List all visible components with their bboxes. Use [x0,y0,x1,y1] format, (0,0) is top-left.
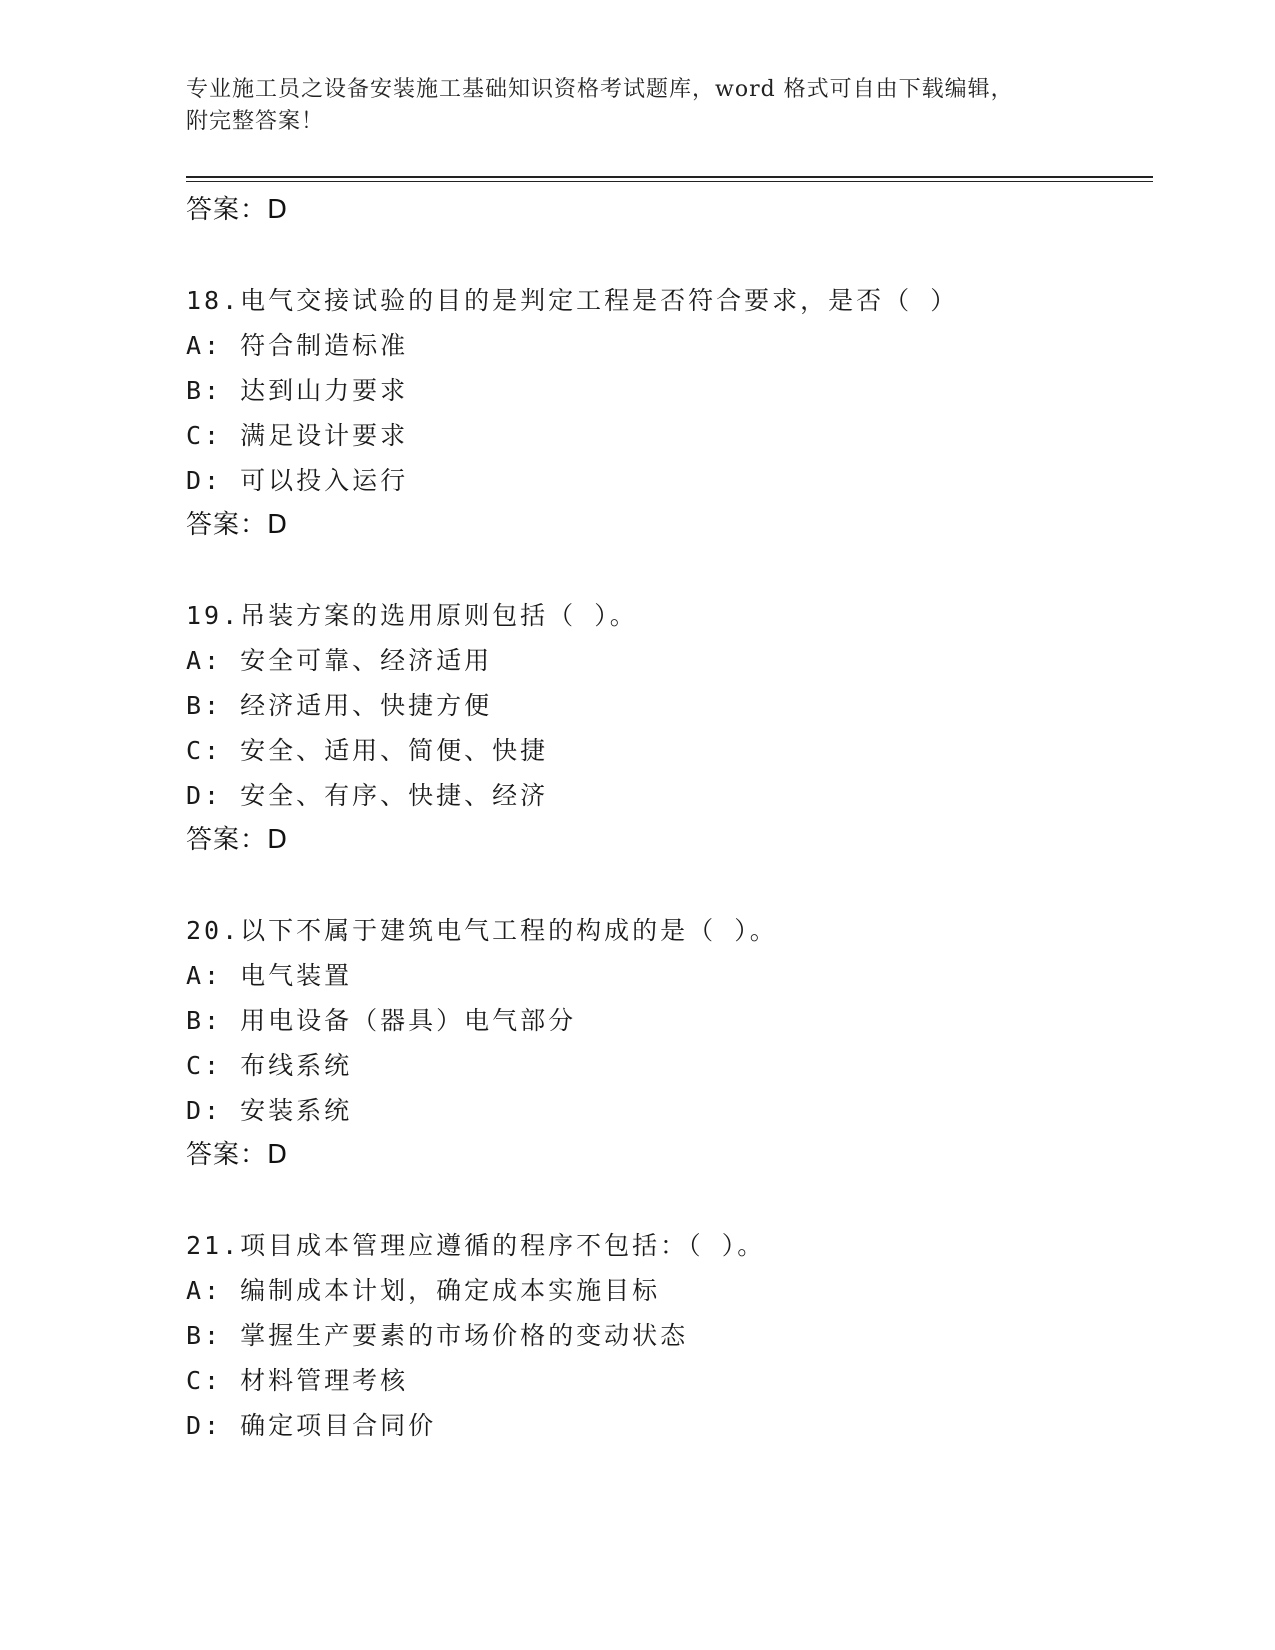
question-20 [186,908,1146,1178]
option-c: C: 安全、适用、简便、快捷 [186,736,549,765]
option-d: D: 安装系统 [186,1096,353,1125]
option-c: C: 满足设计要求 [186,421,409,450]
question-18 [186,278,1146,548]
header-line-2: 附完整答案！ [186,109,325,134]
question-21 [186,1223,1146,1448]
option-a: A: 编制成本计划，确定成本实施目标 [186,1276,661,1305]
option-b: B: 经济适用、快捷方便 [186,691,493,720]
option-c: C: 布线系统 [186,1051,353,1080]
header-rule-thick [186,176,1153,178]
option-a: A: 电气装置 [186,961,353,990]
option-c: C: 材料管理考核 [186,1366,409,1395]
option-d: D: 安全、有序、快捷、经济 [186,781,549,810]
question-list [186,188,1146,1448]
option-b: B: 掌握生产要素的市场价格的变动状态 [186,1321,689,1350]
answer-line: 答案：D [186,1140,289,1170]
option-a: A: 符合制造标准 [186,331,409,360]
header-rule-thin [186,181,1153,182]
answer-line: 答案：D [186,510,289,540]
option-b: B: 达到山力要求 [186,376,409,405]
document-header [186,74,1086,138]
question-stem: 20.以下不属于建筑电气工程的构成的是（ ）。 [186,916,778,945]
question-stem: 19.吊装方案的选用原则包括（ ）。 [186,601,638,630]
question-stem: 21.项目成本管理应遵循的程序不包括：（ ）。 [186,1231,766,1260]
question-19 [186,593,1146,863]
question-stem: 18.电气交接试验的目的是判定工程是否符合要求，是否（ ） [186,286,959,315]
option-b: B: 用电设备（器具）电气部分 [186,1006,577,1035]
option-a: A: 安全可靠、经济适用 [186,646,493,675]
answer-line: 答案：D [186,195,289,225]
answer-line: 答案：D [186,825,289,855]
option-d: D: 可以投入运行 [186,466,409,495]
option-d: D: 确定项目合同价 [186,1411,437,1440]
header-line-1: 专业施工员之设备安装施工基础知识资格考试题库，word 格式可自由下载编辑， [186,77,1014,102]
